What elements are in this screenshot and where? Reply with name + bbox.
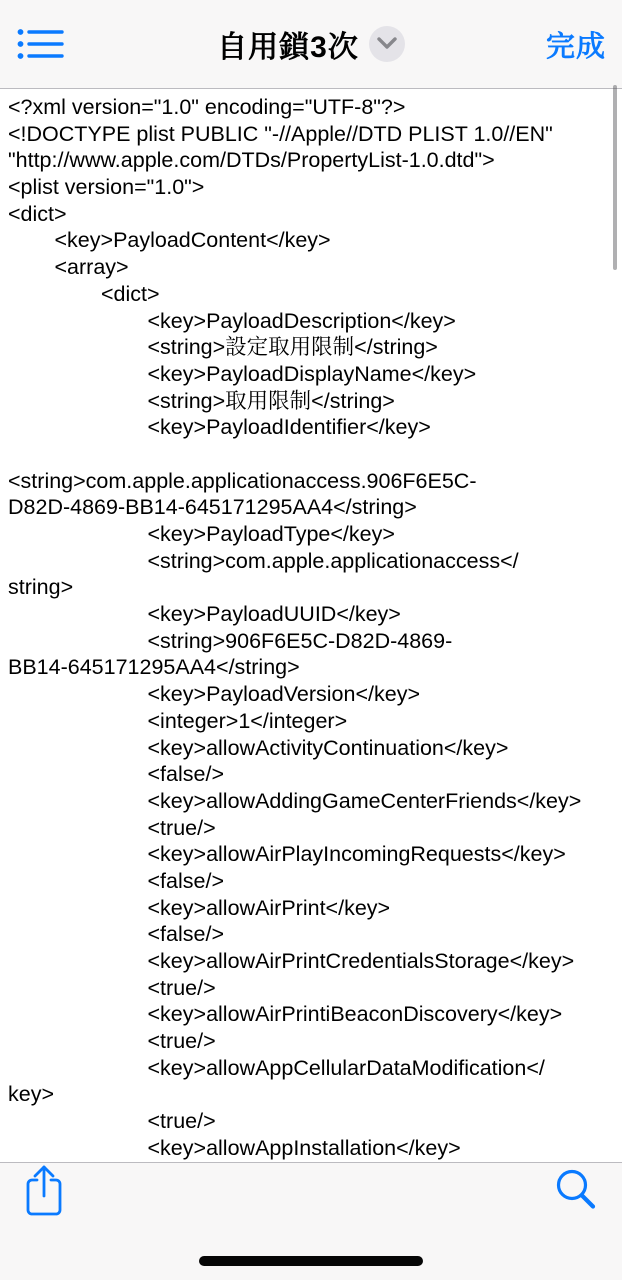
chevron-down-icon xyxy=(376,36,398,53)
code-line: <!DOCTYPE plist PUBLIC "-//Apple//DTD PLIST 1.0//EN" xyxy=(8,121,553,146)
code-line: <key>allowAddingGameCenterFriends</key> xyxy=(147,788,582,813)
code-line: <plist version="1.0"> xyxy=(8,175,205,200)
code-line: <key>allowAirPrint</key> xyxy=(147,895,391,920)
code-line: <key>PayloadType</key> xyxy=(147,522,395,546)
code-line: <true/> xyxy=(147,975,216,1000)
code-line: <string>com.apple.applicationaccess.906F6E5C- xyxy=(8,468,477,493)
code-line: <dict> xyxy=(101,281,160,306)
search-icon xyxy=(552,1201,598,1216)
code-line: <key>PayloadIdentifier</key> xyxy=(147,415,431,440)
code-line: <array> xyxy=(54,255,129,280)
code-line: <key>PayloadDescription</key> xyxy=(147,308,456,333)
code-line: <?xml version="1.0" encoding="UTF-8"?> xyxy=(8,95,406,119)
share-icon xyxy=(24,1207,64,1222)
code-line: BB14-645171295AA4</string> xyxy=(8,655,300,680)
code-line: <string>取用限制</string> xyxy=(147,388,395,413)
code-line: <false/> xyxy=(147,922,224,947)
code-line: <string>906F6E5C-D82D-4869- xyxy=(147,628,453,653)
toc-list-button[interactable] xyxy=(16,24,66,64)
code-line xyxy=(0,441,622,468)
search-button[interactable] xyxy=(552,1165,598,1213)
code-line: <false/> xyxy=(147,868,224,893)
title-area xyxy=(136,22,486,66)
code-line: <dict> xyxy=(8,201,67,226)
code-line: <key>allowAppCellularDataModification</ xyxy=(147,1055,545,1080)
code-line: <true/> xyxy=(147,815,216,840)
code-line: <key>allowAirPlayIncomingRequests</key> xyxy=(147,842,566,867)
code-line: <key>PayloadUUID</key> xyxy=(147,602,401,627)
bullet-list-icon xyxy=(16,52,66,67)
share-button[interactable] xyxy=(24,1163,64,1219)
title-menu-button[interactable] xyxy=(369,26,405,62)
scrollbar-thumb[interactable] xyxy=(613,85,617,270)
code-line: <key>allowActivityContinuation</key> xyxy=(147,735,509,760)
code-line: <true/> xyxy=(147,1029,216,1054)
nav-left xyxy=(16,24,136,64)
code-line: key> xyxy=(8,1082,55,1107)
code-line: <key>PayloadContent</key> xyxy=(54,228,331,253)
code-line: <key>allowAppInstallation</key> xyxy=(147,1135,461,1160)
code-line: <string>設定取用限制</string> xyxy=(147,335,438,360)
nav-right xyxy=(486,24,606,65)
plist-content[interactable] xyxy=(0,90,622,1162)
code-line: <integer>1</integer> xyxy=(147,708,348,733)
code-line: <false/> xyxy=(147,762,224,787)
code-line: <key>allowAirPrintCredentialsStorage</key> xyxy=(147,949,575,973)
code-line: <key>PayloadDisplayName</key> xyxy=(147,361,477,386)
page-title: 自用鎖3次 xyxy=(217,31,359,64)
code-line: "http://www.apple.com/DTDs/PropertyList-1.0.dtd"> xyxy=(8,148,495,173)
home-indicator[interactable] xyxy=(199,1256,423,1266)
nav-bar xyxy=(0,0,622,89)
code-line: <key>PayloadVersion</key> xyxy=(147,682,421,707)
code-line: D82D-4869-BB14-645171295AA4</string> xyxy=(8,495,417,520)
code-line: <string>com.apple.applicationaccess</ xyxy=(147,548,519,573)
done-button[interactable]: 完成 xyxy=(546,24,606,65)
code-line: string> xyxy=(8,575,74,600)
code-line: <true/> xyxy=(147,1109,216,1134)
code-line: <key>allowAirPrintiBeaconDiscovery</key> xyxy=(147,1002,563,1027)
